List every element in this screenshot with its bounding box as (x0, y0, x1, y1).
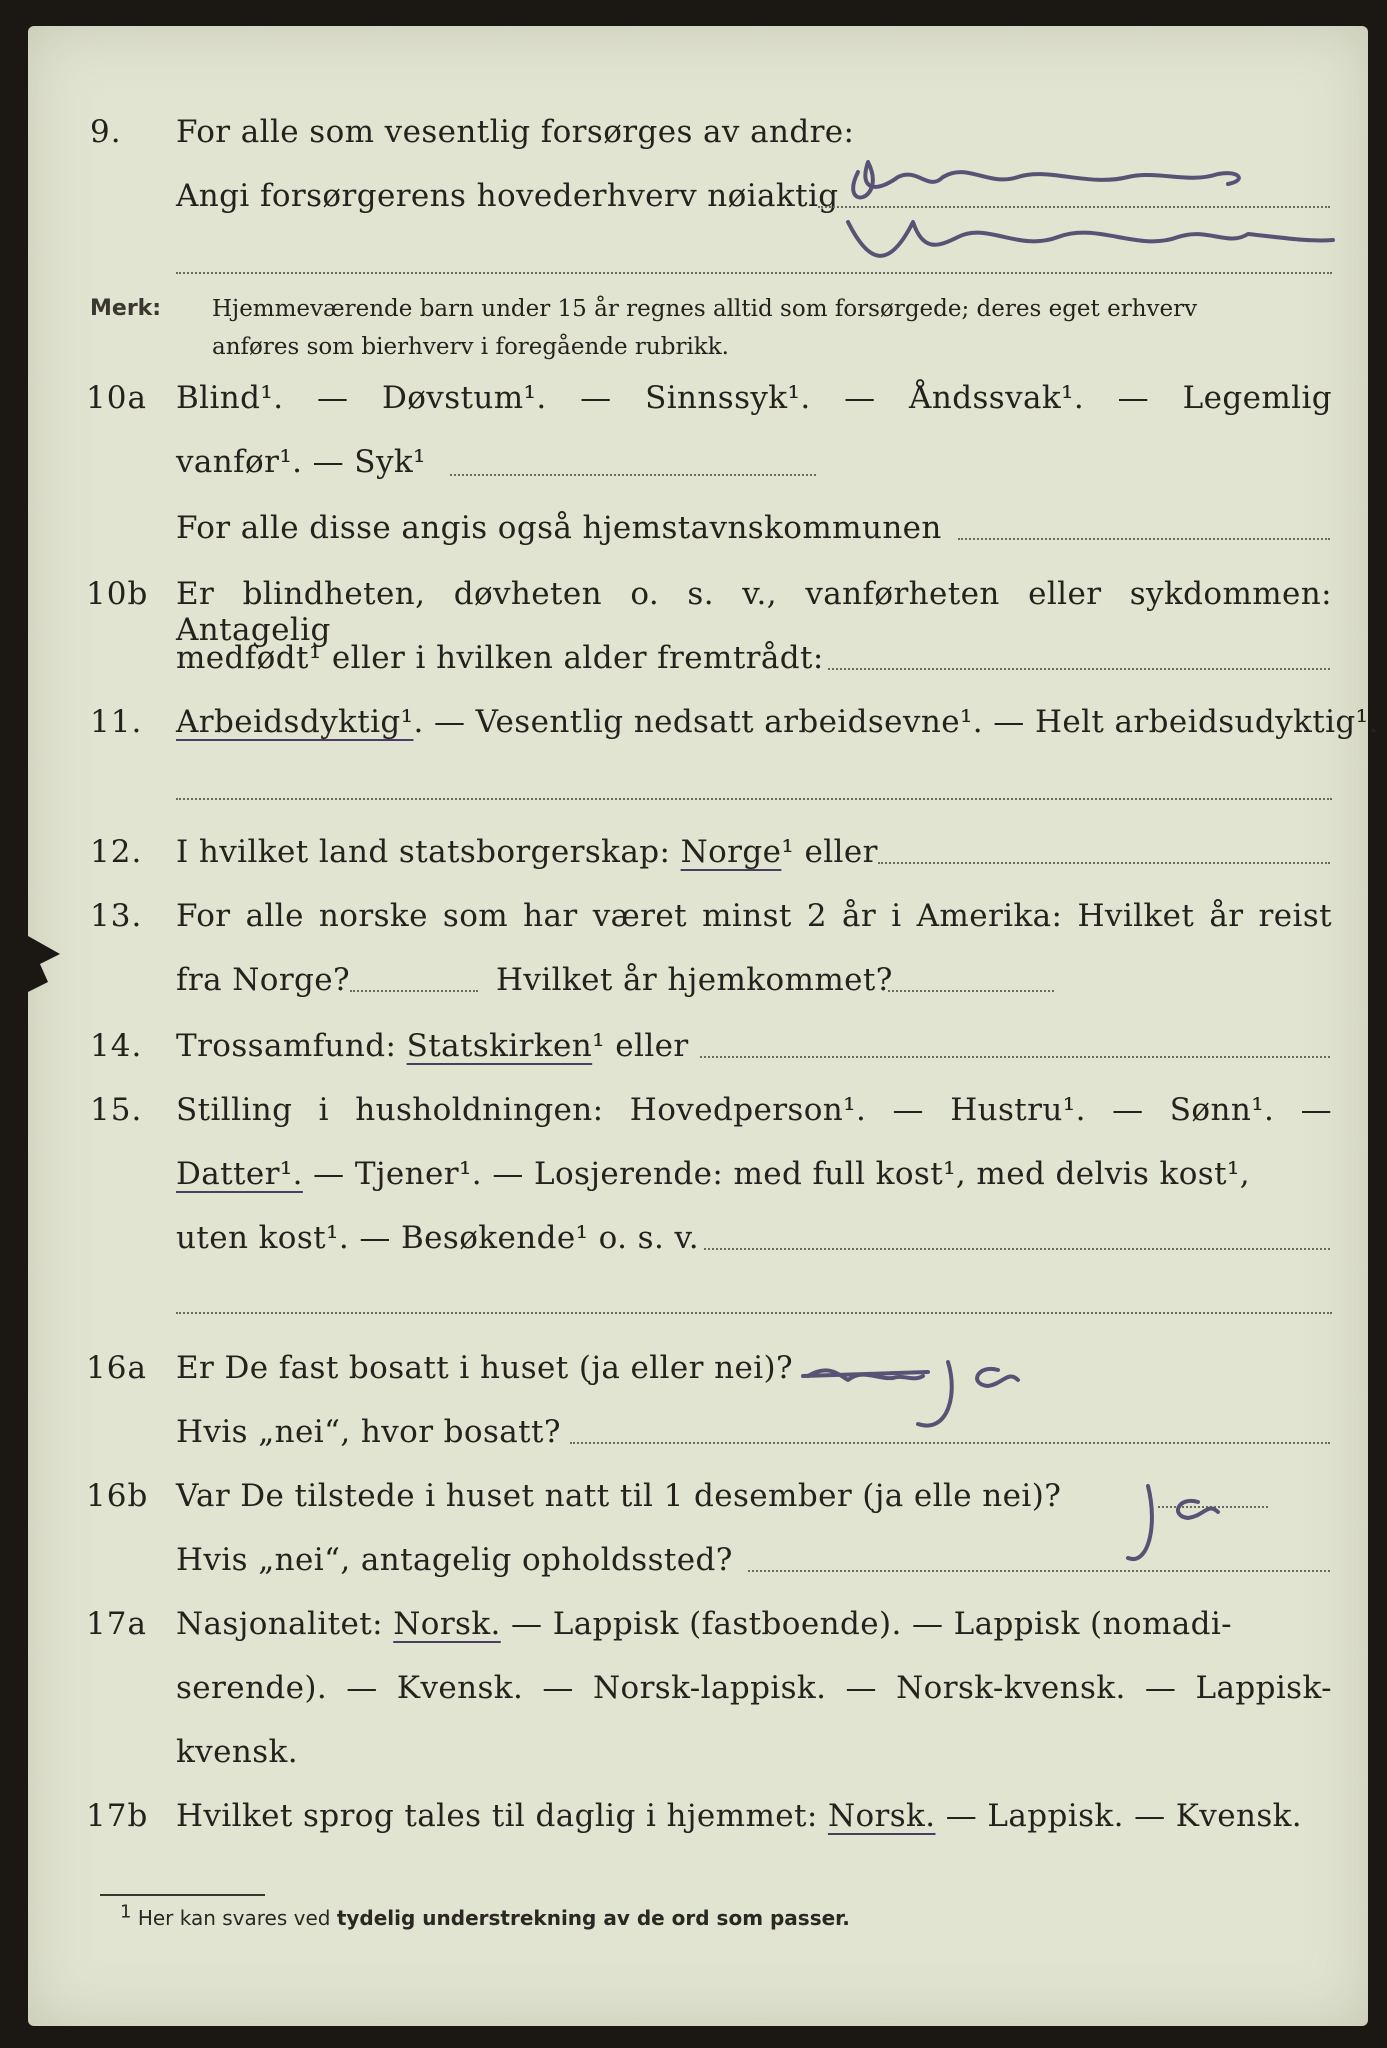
question-number: 17a (86, 1606, 147, 1642)
question-number: 12. (90, 834, 143, 870)
question-10b (28, 576, 1368, 648)
question-text: For alle disse angis også hjemstavnskommunen (176, 510, 942, 546)
question-text: Hvis „nei“, hvor bosatt? (176, 1414, 561, 1450)
question-number: 14. (90, 1028, 143, 1064)
selected-option[interactable]: Datter¹. (176, 1156, 303, 1192)
question-16a (28, 1350, 1368, 1400)
torn-edge-mark (28, 936, 68, 996)
question-text: fra Norge? (176, 962, 351, 998)
option-list: — Tjener¹. — Losjerende: med full kost¹, med delvis kost¹, (302, 1156, 1251, 1192)
answer-line[interactable] (700, 1056, 1330, 1058)
question-12 (28, 834, 1368, 884)
answer-line[interactable] (704, 1248, 1330, 1250)
question-number: 9. (90, 114, 122, 150)
note-line: anføres som bierhverv i foregående rubrikk. (212, 334, 729, 360)
answer-line[interactable] (958, 538, 1330, 540)
census-form-page (28, 26, 1379, 2026)
question-14 (28, 1028, 1368, 1078)
question-17a-line3 (28, 1734, 1368, 1784)
answer-line[interactable] (828, 668, 1330, 670)
question-text: vanfør¹. — Syk¹ (176, 444, 426, 480)
question-suffix: ¹ eller (592, 1028, 689, 1064)
question-prompt: Hvilket sprog tales til daglig i hjemmet: (176, 1798, 828, 1834)
question-text (176, 1156, 1250, 1192)
selected-option[interactable]: Norge (680, 834, 782, 870)
question-number: 10a (86, 380, 147, 416)
question-text: medfødt¹ eller i hvilken alder fremtrådt: (176, 640, 824, 676)
footnote-text: Her kan svares ved (137, 1906, 337, 1930)
question-text (176, 834, 878, 870)
question-text: kvensk. (176, 1734, 298, 1770)
answer-line[interactable] (450, 474, 816, 476)
option-list: — Lappisk (fastboende). — Lappisk (nomadi- (500, 1606, 1233, 1642)
question-17a (28, 1606, 1368, 1656)
note-text (212, 290, 1332, 366)
footnote-emphasis: tydelig understrekning av de ord som passer. (336, 1906, 850, 1930)
question-10a-line3 (28, 510, 1368, 560)
question-17b (28, 1798, 1368, 1848)
question-number: 16b (86, 1478, 149, 1514)
question-number: 10b (86, 576, 149, 612)
question-15 (28, 1092, 1368, 1142)
selected-option[interactable]: Norsk. (827, 1798, 936, 1834)
question-prompt: Nasjonalitet: (176, 1606, 394, 1642)
question-number: 13. (90, 898, 143, 934)
question-11 (28, 704, 1379, 754)
note-line: Hjemmeværende barn under 15 år regnes alltid som forsørgede; deres eget erhverv (212, 296, 1198, 322)
question-text: uten kost¹. — Besøkende¹ o. s. v. (176, 1220, 699, 1256)
answer-line[interactable] (350, 990, 478, 992)
question-prompt: I hvilket land statsborgerskap: (176, 834, 681, 870)
answer-line[interactable] (570, 1442, 1330, 1444)
question-15-line2 (28, 1156, 1368, 1206)
selected-option[interactable]: Arbeidsdyktig¹ (176, 704, 414, 740)
question-text: For alle som vesentlig forsørges av andre: (176, 114, 855, 150)
question-text: serende). — Kvensk. — Norsk-lappisk. — Norsk-kvensk. — Lappisk- (176, 1670, 1332, 1706)
question-text: Blind¹. — Døvstum¹. — Sinnssyk¹. — Åndssvak¹. — Legemlig (176, 380, 1332, 416)
question-15-line3 (28, 1220, 1368, 1270)
question-text: Er De fast bosatt i huset (ja eller nei)? (176, 1350, 794, 1386)
selected-option[interactable]: Norsk. (393, 1606, 501, 1642)
question-text: For alle norske som har været minst 2 år i Amerika: Hvilket år reist (176, 898, 1332, 934)
question-suffix: ¹ eller (781, 834, 878, 870)
footnote-marker: 1 (120, 1901, 132, 1923)
question-prompt: Trossamfund: (176, 1028, 407, 1064)
question-13 (28, 898, 1368, 948)
answer-line[interactable] (176, 1312, 1332, 1314)
question-text (176, 1606, 1232, 1642)
question-text: Hvilket år hjemkommet? (496, 962, 893, 998)
question-17a-line2 (28, 1670, 1368, 1720)
question-text: Hvis „nei“, antagelig opholdssted? (176, 1542, 733, 1578)
option-list: . — Vesentlig nedsatt arbeidsevne¹. — Helt arbeidsudyktig¹. (413, 704, 1379, 740)
footnote-divider (100, 1894, 265, 1896)
question-text: Stilling i husholdningen: Hovedperson¹. — Hustru¹. — Sønn¹. — (176, 1092, 1332, 1128)
answer-line[interactable] (748, 1570, 1330, 1572)
question-10a (28, 380, 1368, 430)
question-text: Angi forsørgerens hovederhverv nøiaktig (176, 178, 839, 214)
question-number: 17b (86, 1798, 149, 1834)
handwritten-answer-occupation (828, 122, 1348, 292)
question-text (176, 704, 1379, 740)
option-list: — Lappisk. — Kvensk. (935, 1798, 1303, 1834)
question-10a-line2 (28, 444, 1368, 494)
question-text (176, 1028, 689, 1064)
answer-line[interactable] (176, 798, 1332, 800)
question-10b-line2 (28, 640, 1368, 690)
note-label: Merk: (90, 296, 162, 321)
question-text (176, 1798, 1302, 1834)
answer-line[interactable] (878, 862, 1330, 864)
question-number: 11. (90, 704, 143, 740)
question-number: 16a (86, 1350, 147, 1386)
question-text: Var De tilstede i huset natt til 1 desember (ja elle nei)? (176, 1478, 1062, 1514)
selected-option[interactable]: Statskirken (406, 1028, 593, 1064)
question-text: Er blindheten, døvheten o. s. v., vanførheten eller sykdommen: Antagelig (176, 576, 1332, 648)
question-16b-line2 (28, 1542, 1368, 1592)
footnote (120, 1901, 850, 1930)
question-number: 15. (90, 1092, 143, 1128)
answer-line[interactable] (888, 990, 1054, 992)
question-13-line2 (28, 962, 1368, 1012)
question-16a-line2 (28, 1414, 1368, 1464)
